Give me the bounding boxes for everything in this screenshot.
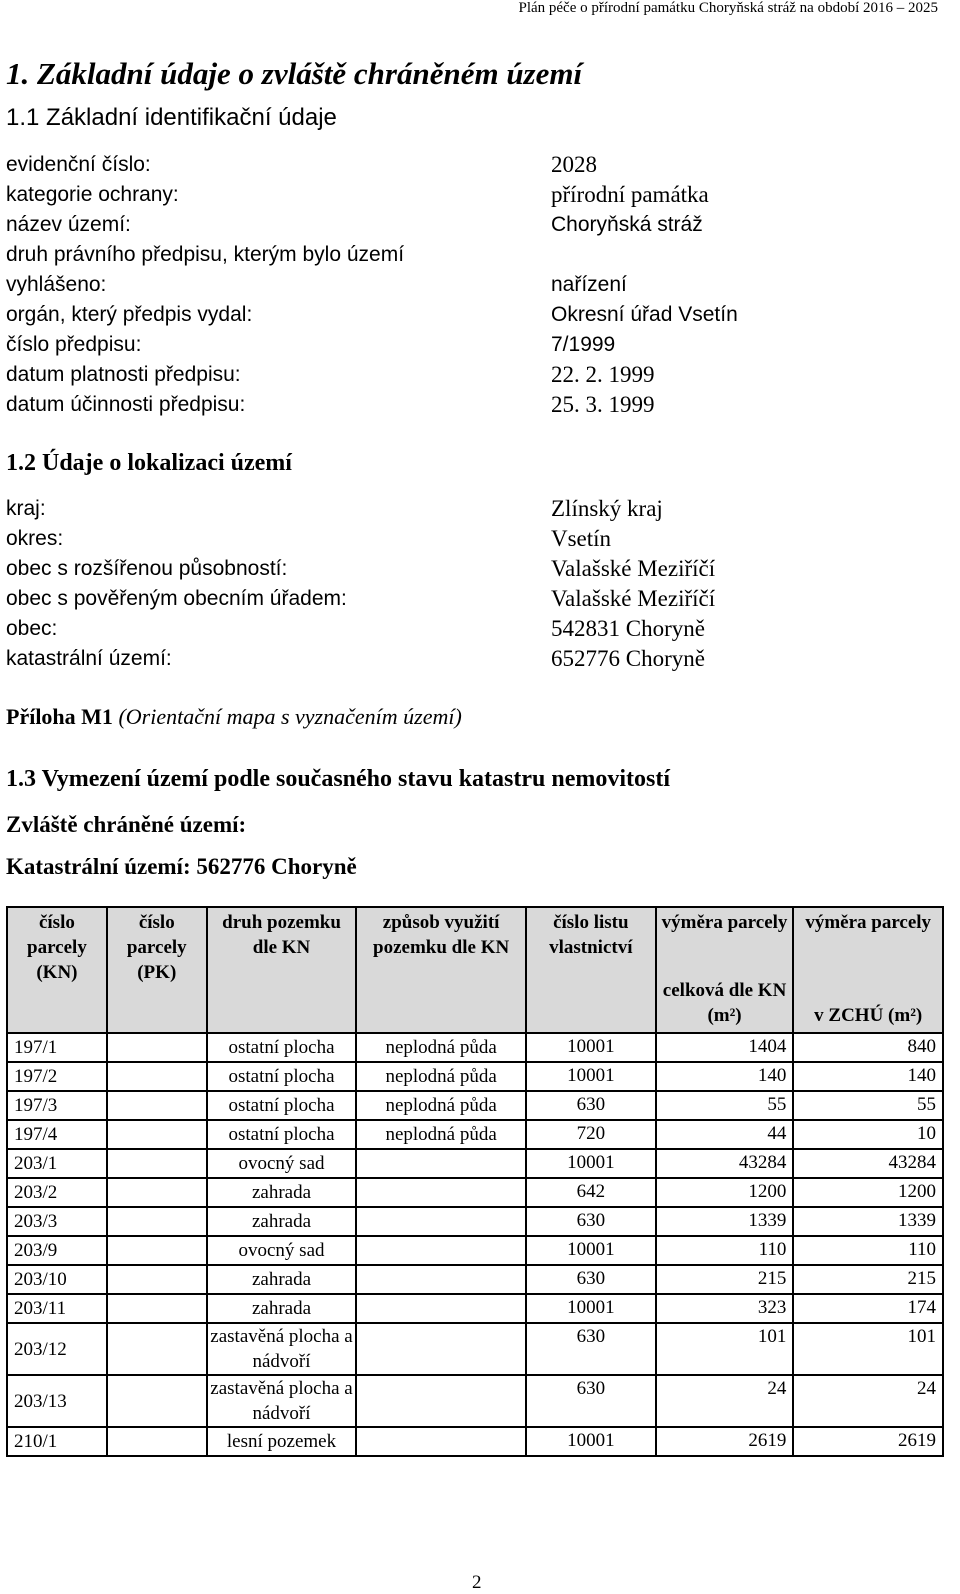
loc-row: [6, 494, 946, 524]
cell-druh: ovocný sad: [207, 1236, 357, 1265]
cell-zpusob: [356, 1178, 526, 1207]
cell-kn: 197/3: [7, 1091, 107, 1120]
cell-kn: 197/4: [7, 1120, 107, 1149]
cell-pk: [107, 1062, 207, 1091]
cell-celkova: 44: [656, 1120, 794, 1149]
loc-label: katastrální území:: [6, 647, 172, 670]
cell-zchu: 174: [793, 1294, 943, 1323]
appendix-reference: [6, 704, 462, 730]
col-header-kn: číslo parcely (KN): [7, 907, 107, 1033]
loc-row: [6, 524, 946, 554]
id-label: kategorie ochrany:: [6, 183, 179, 206]
cell-lv: 10001: [526, 1427, 656, 1456]
cell-celkova: 1404: [656, 1033, 794, 1062]
table-row: [7, 1294, 943, 1323]
cell-zchu: 43284: [793, 1149, 943, 1178]
cell-zchu: 215: [793, 1265, 943, 1294]
cell-kn: 203/2: [7, 1178, 107, 1207]
cell-zpusob: [356, 1427, 526, 1456]
cell-zpusob: neplodná půda: [356, 1062, 526, 1091]
col-header-druh: druh pozemku dle KN: [207, 907, 357, 1033]
cell-celkova: 101: [656, 1323, 794, 1375]
cell-lv: 10001: [526, 1294, 656, 1323]
id-value: 2028: [551, 152, 597, 177]
cell-zchu: 840: [793, 1033, 943, 1062]
table-row: [7, 1120, 943, 1149]
cell-kn: 203/10: [7, 1265, 107, 1294]
appendix-label: Příloha M1: [6, 704, 113, 729]
cell-celkova: 43284: [656, 1149, 794, 1178]
cell-kn: 197/2: [7, 1062, 107, 1091]
loc-label: okres:: [6, 527, 64, 550]
id-value: 25. 3. 1999: [551, 392, 655, 417]
cell-zpusob: [356, 1294, 526, 1323]
table-header-row: [7, 907, 943, 1033]
id-row: [6, 210, 946, 240]
cell-zchu: 24: [793, 1375, 943, 1427]
protected-area-subtitle: Zvláště chráněné území:: [6, 812, 247, 837]
cell-druh: ostatní plocha: [207, 1091, 357, 1120]
cell-druh: zahrada: [207, 1178, 357, 1207]
loc-value: Valašské Meziříčí: [551, 586, 716, 611]
id-row: [6, 390, 946, 420]
col-header-pk: číslo parcely (PK): [107, 907, 207, 1033]
cell-kn: 203/9: [7, 1236, 107, 1265]
cell-lv: 630: [526, 1091, 656, 1120]
cell-celkova: 55: [656, 1091, 794, 1120]
cell-celkova: 24: [656, 1375, 794, 1427]
running-header: Plán péče o přírodní památku Choryňská stráž na období 2016 – 2025: [518, 0, 938, 16]
id-label: orgán, který předpis vydal:: [6, 303, 253, 326]
cell-lv: 720: [526, 1120, 656, 1149]
cell-pk: [107, 1375, 207, 1427]
loc-value: Vsetín: [551, 526, 612, 551]
cell-druh: ostatní plocha: [207, 1062, 357, 1091]
table-row: [7, 1178, 943, 1207]
page-number: 2: [472, 1572, 482, 1593]
cell-celkova: 1339: [656, 1207, 794, 1236]
cell-lv: 10001: [526, 1033, 656, 1062]
section-1-title: 1. Základní údaje o zvláště chráněném území: [6, 56, 583, 91]
id-label: číslo předpisu:: [6, 333, 142, 356]
cell-kn: 210/1: [7, 1427, 107, 1456]
cell-zpusob: [356, 1265, 526, 1294]
table-row: [7, 1091, 943, 1120]
cell-kn: 203/11: [7, 1294, 107, 1323]
loc-label: obec s pověřeným obecním úřadem:: [6, 587, 347, 610]
cell-druh: zahrada: [207, 1294, 357, 1323]
cell-zchu: 10: [793, 1120, 943, 1149]
cell-pk: [107, 1178, 207, 1207]
col-header-zchu: výměra parcely v ZCHÚ (m²): [793, 907, 943, 1033]
cell-lv: 10001: [526, 1149, 656, 1178]
cell-lv: 630: [526, 1207, 656, 1236]
loc-row: [6, 584, 946, 614]
id-label: datum účinnosti předpisu:: [6, 393, 246, 416]
table-row: [7, 1207, 943, 1236]
identification-list: [6, 150, 946, 420]
cell-pk: [107, 1323, 207, 1375]
section-1-1-title: 1.1 Základní identifikační údaje: [6, 104, 337, 131]
loc-value: Zlínský kraj: [551, 496, 663, 521]
cell-zpusob: [356, 1236, 526, 1265]
id-row: [6, 180, 946, 210]
cell-druh: zastavěná plocha a nádvoří: [207, 1375, 357, 1427]
loc-label: obec s rozšířenou působností:: [6, 557, 288, 580]
cell-zchu: 1339: [793, 1207, 943, 1236]
id-row: [6, 330, 946, 360]
loc-label: kraj:: [6, 497, 46, 520]
cadastre-subtitle: Katastrální území: 562776 Choryně: [6, 854, 357, 879]
cell-pk: [107, 1149, 207, 1178]
cell-kn: 203/3: [7, 1207, 107, 1236]
cell-druh: lesní pozemek: [207, 1427, 357, 1456]
loc-value: 652776 Choryně: [551, 646, 705, 671]
cell-pk: [107, 1427, 207, 1456]
cell-kn: 203/12: [7, 1323, 107, 1375]
parcels-table: [6, 906, 944, 1457]
cell-pk: [107, 1207, 207, 1236]
loc-value: Valašské Meziříčí: [551, 556, 716, 581]
id-value: přírodní památka: [551, 182, 709, 207]
id-row: [6, 240, 946, 300]
location-list: [6, 494, 946, 674]
appendix-description: (Orientační mapa s vyznačením území): [112, 704, 462, 729]
cell-zchu: 1200: [793, 1178, 943, 1207]
cell-lv: 10001: [526, 1236, 656, 1265]
cell-pk: [107, 1236, 207, 1265]
id-label: název území:: [6, 213, 131, 236]
loc-row: [6, 614, 946, 644]
cell-druh: ostatní plocha: [207, 1033, 357, 1062]
id-value: 7/1999: [551, 333, 616, 356]
cell-pk: [107, 1091, 207, 1120]
id-value: Okresní úřad Vsetín: [551, 303, 738, 326]
cell-lv: 630: [526, 1265, 656, 1294]
cell-celkova: 140: [656, 1062, 794, 1091]
section-1-3-title: 1.3 Vymezení území podle současného stavu katastru nemovitostí: [6, 766, 671, 792]
col-header-zpusob: způsob využití pozemku dle KN: [356, 907, 526, 1033]
cell-zpusob: [356, 1375, 526, 1427]
cell-zchu: 2619: [793, 1427, 943, 1456]
cell-lv: 630: [526, 1323, 656, 1375]
id-label: datum platnosti předpisu:: [6, 363, 241, 386]
id-value: Choryňská stráž: [551, 213, 703, 236]
table-row: [7, 1375, 943, 1427]
cell-zpusob: [356, 1323, 526, 1375]
cell-lv: 10001: [526, 1062, 656, 1091]
cell-celkova: 110: [656, 1236, 794, 1265]
id-value: nařízení: [551, 273, 627, 296]
cell-pk: [107, 1033, 207, 1062]
cell-kn: 203/13: [7, 1375, 107, 1427]
cell-druh: ostatní plocha: [207, 1120, 357, 1149]
id-value: 22. 2. 1999: [551, 362, 655, 387]
cell-zchu: 55: [793, 1091, 943, 1120]
loc-row: [6, 644, 946, 674]
cell-zchu: 101: [793, 1323, 943, 1375]
section-1-2-title: 1.2 Údaje o lokalizaci území: [6, 450, 292, 476]
table-row: [7, 1033, 943, 1062]
table-row: [7, 1062, 943, 1091]
loc-row: [6, 554, 946, 584]
cell-lv: 642: [526, 1178, 656, 1207]
id-row: [6, 150, 946, 180]
table-row: [7, 1323, 943, 1375]
cell-zpusob: neplodná půda: [356, 1033, 526, 1062]
loc-label: obec:: [6, 617, 58, 640]
cell-zchu: 110: [793, 1236, 943, 1265]
id-row: [6, 360, 946, 390]
cell-druh: zahrada: [207, 1207, 357, 1236]
cell-pk: [107, 1120, 207, 1149]
cell-druh: zastavěná plocha a nádvoří: [207, 1323, 357, 1375]
cell-zpusob: neplodná půda: [356, 1120, 526, 1149]
cell-celkova: 1200: [656, 1178, 794, 1207]
cell-celkova: 2619: [656, 1427, 794, 1456]
col-header-lv: číslo listu vlastnictví: [526, 907, 656, 1033]
cell-celkova: 215: [656, 1265, 794, 1294]
table-row: [7, 1236, 943, 1265]
col-header-celkova: výměra parcely celková dle KN (m²): [656, 907, 794, 1033]
cell-druh: zahrada: [207, 1265, 357, 1294]
cell-pk: [107, 1294, 207, 1323]
table-row: [7, 1149, 943, 1178]
cell-lv: 630: [526, 1375, 656, 1427]
table-row: [7, 1265, 943, 1294]
cell-kn: 197/1: [7, 1033, 107, 1062]
cell-zpusob: [356, 1207, 526, 1236]
id-row: [6, 300, 946, 330]
cell-pk: [107, 1265, 207, 1294]
id-label: druh právního předpisu, kterým bylo území vyhlášeno:: [6, 243, 405, 296]
cell-celkova: 323: [656, 1294, 794, 1323]
id-label: evidenční číslo:: [6, 153, 151, 176]
loc-value: 542831 Choryně: [551, 616, 705, 641]
cell-zpusob: [356, 1149, 526, 1178]
cell-zchu: 140: [793, 1062, 943, 1091]
cell-druh: ovocný sad: [207, 1149, 357, 1178]
table-row: [7, 1427, 943, 1456]
cell-kn: 203/1: [7, 1149, 107, 1178]
cell-zpusob: neplodná půda: [356, 1091, 526, 1120]
